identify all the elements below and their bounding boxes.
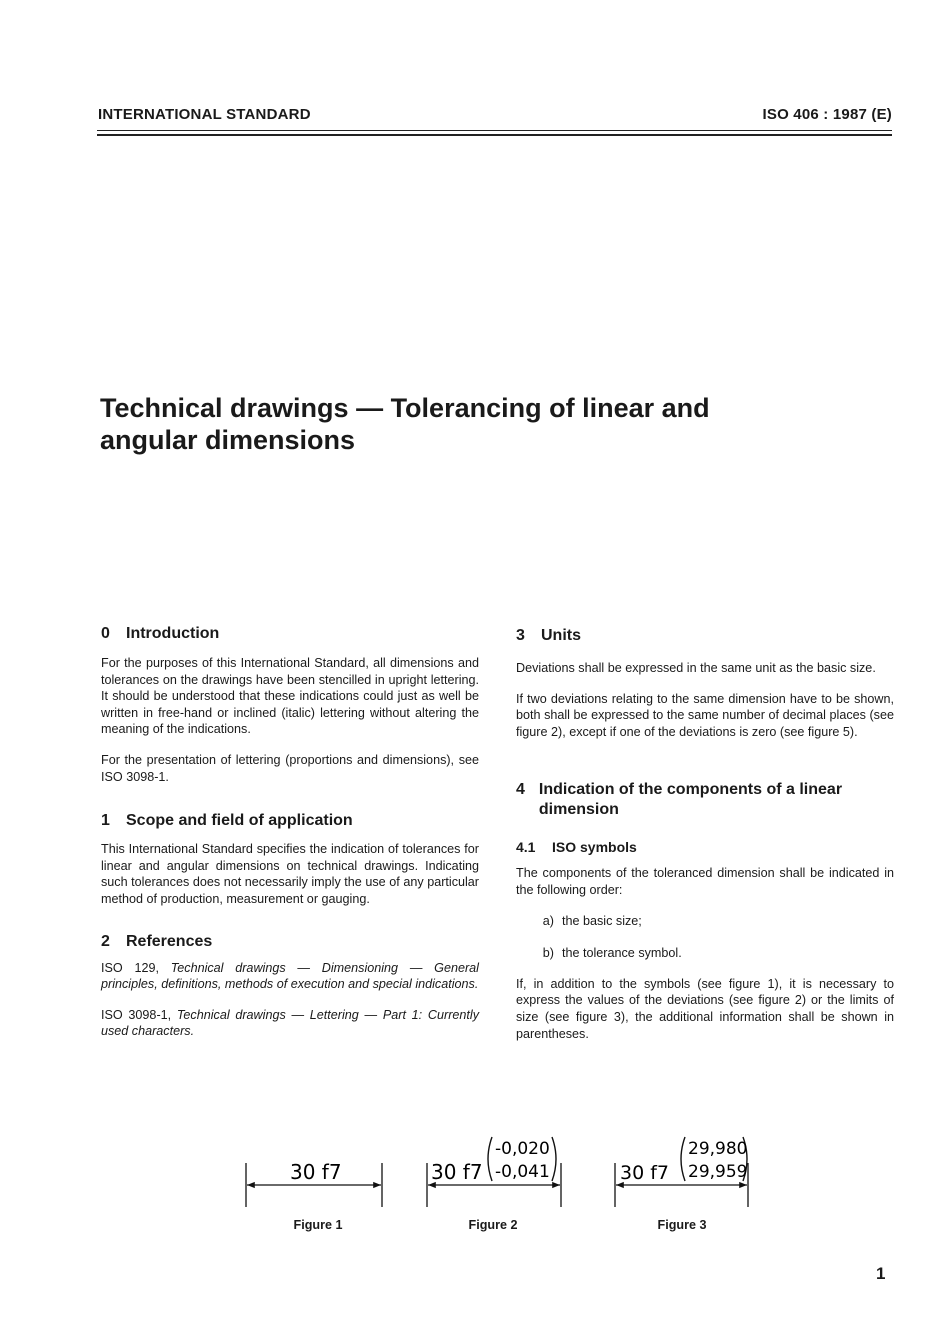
document-title (100, 392, 860, 456)
figure-2-caption: Figure 2 (468, 1218, 518, 1232)
introduction-heading: 0 Introduction (101, 625, 220, 642)
figure-3-left-paren (681, 1137, 685, 1181)
section-references (101, 932, 479, 1040)
figure-2-label: 30 f7 (431, 1160, 483, 1184)
figure-3-lower-limit: 29,959 (688, 1162, 748, 1182)
page-number: 1 (876, 1264, 886, 1283)
iso-symbols-heading: 4.1 ISO symbols (516, 839, 637, 856)
section-units (516, 626, 894, 740)
introduction-paragraph-2: For the presentation of lettering (proportions and dimensions), see ISO 3098-1. (101, 752, 479, 784)
section-scope (101, 811, 479, 907)
indication-heading: 4 Indication of the components of a linear dimension (516, 781, 843, 819)
scope-heading: 1 Scope and field of application (101, 812, 353, 830)
list-item-b: b) the tolerance symbol. (542, 946, 682, 961)
units-heading: 3 Units (516, 627, 581, 644)
header-rule-thin (97, 130, 892, 131)
indication-paragraph-1: The components of the toleranced dimension shall be indicated in the following order: (516, 866, 894, 897)
reference-iso-3098-1: ISO 3098-1, Technical drawings — Lettering — Part 1: Currently used characters. (101, 1007, 479, 1039)
figure-1-dimension (246, 1160, 382, 1207)
introduction-paragraph-1: For the purposes of this International Standard, all dimensions and tolerances on the drawings have been stencilled in upright lettering. It should be understood that these indications could just as well be written in free-hand or inclined (italic) lettering without altering the meaning of the indications. (101, 656, 479, 737)
left-column (101, 624, 479, 1054)
figure-2-left-paren (488, 1137, 492, 1181)
figure-2-upper-deviation: -0,020 (495, 1139, 550, 1159)
section-indication (516, 780, 894, 1042)
right-column (516, 626, 894, 1056)
title-line-1: Technical drawings — Tolerancing of linear and (100, 393, 710, 423)
figure-3-label: 30 f7 (620, 1162, 669, 1184)
header-document-id: ISO 406 : 1987 (E) (762, 106, 892, 123)
section-introduction (101, 624, 479, 785)
figure-1-caption: Figure 1 (293, 1218, 343, 1232)
units-paragraph-2: If two deviations relating to the same dimension have to be shown, both shall be expressed to the same number of decimal places (see figure 2), except if one of the deviations is zero (see figure 5). (516, 691, 894, 739)
scope-paragraph: This International Standard specifies the indication of tolerances for linear and angular dimensions on technical drawings. Indicating such tolerances does not necessarily imply the use of any particular method of production, measurement or gauging. (101, 842, 479, 906)
figure-3-caption: Figure 3 (657, 1218, 707, 1232)
figure-3-dimension (615, 1137, 748, 1207)
title-line-2: angular dimensions (100, 425, 356, 455)
figure-2-lower-deviation: -0,041 (495, 1162, 550, 1182)
figure-2-dimension (427, 1137, 561, 1207)
figures-drawing (230, 1125, 770, 1220)
figure-1-label: 30 f7 (290, 1160, 342, 1184)
figure-2-right-paren (552, 1137, 556, 1181)
figure-3-upper-limit: 29,980 (688, 1139, 748, 1159)
indication-paragraph-2: If, in addition to the symbols (see figure 1), it is necessary to express the values of the deviations (see figure 2) or the limits of size (see figure 3), the additional information shall be shown in parentheses. (516, 976, 894, 1041)
units-paragraph-1: Deviations shall be expressed in the same unit as the basic size. (516, 661, 876, 675)
reference-iso-129: ISO 129, Technical drawings — Dimensioning — General principles, definitions, methods of execution and special indications. (101, 960, 479, 992)
header-rule-thick (97, 134, 892, 136)
header-standard-label: INTERNATIONAL STANDARD (98, 106, 311, 123)
list-item-a: a) the basic size; (542, 913, 642, 928)
references-heading: 2 References (101, 932, 213, 950)
